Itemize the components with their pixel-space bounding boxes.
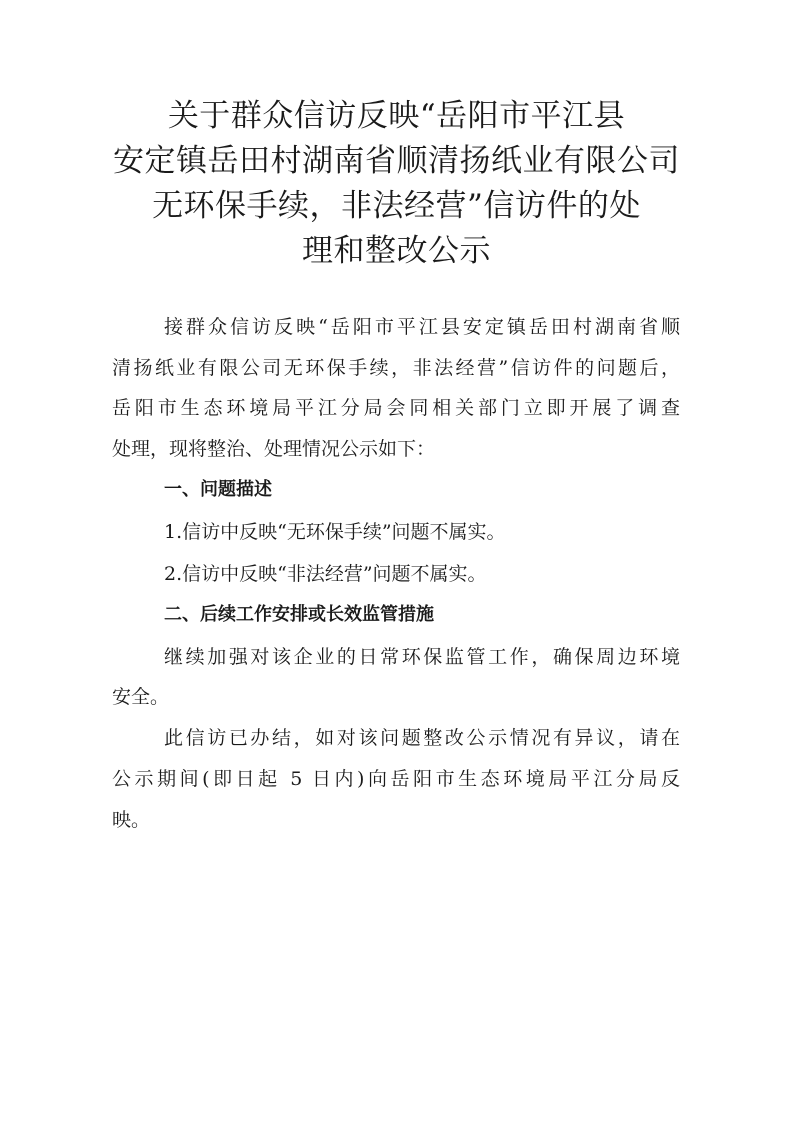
intro-line-2: 清扬纸业有限公司无环保手续，非法经营”信访件的问题后， [112,357,680,379]
closing-line-2: 公示期间(即日起 5 日内)向岳阳市生态环境局平江分局反 [112,768,680,790]
document-title-line-2: 安定镇岳田村湖南省顺清扬纸业有限公司 [113,143,680,179]
section-1-item-2: 2.信访中反映“非法经营”问题不属实。 [164,563,487,585]
section-2-paragraph-line-1: 继续加强对该企业的日常环保监管工作，确保周边环境 [164,646,680,668]
document-title-line-3: 无环保手续，非法经营”信访件的处 [152,188,641,224]
document-title-line-1: 关于群众信访反映“岳阳市平江县 [167,98,626,134]
closing-line-1: 此信访已办结，如对该问题整改公示情况有异议，请在 [164,727,680,749]
intro-line-4: 处理，现将整治、处理情况公示如下： [112,438,436,460]
intro-line-1: 接群众信访反映“岳阳市平江县安定镇岳田村湖南省顺 [164,316,680,338]
intro-line-3: 岳阳市生态环境局平江分局会同相关部门立即开展了调查 [112,397,680,419]
section-2-heading: 二、后续工作安排或长效监管措施 [164,604,434,625]
section-1-heading: 一、问题描述 [164,479,272,500]
closing-line-3: 映。 [112,809,151,831]
section-1-item-1: 1.信访中反映“无环保手续”问题不属实。 [164,521,506,543]
section-2-paragraph-line-2: 安全。 [112,686,170,708]
document-title-line-4: 理和整改公示 [302,233,491,269]
